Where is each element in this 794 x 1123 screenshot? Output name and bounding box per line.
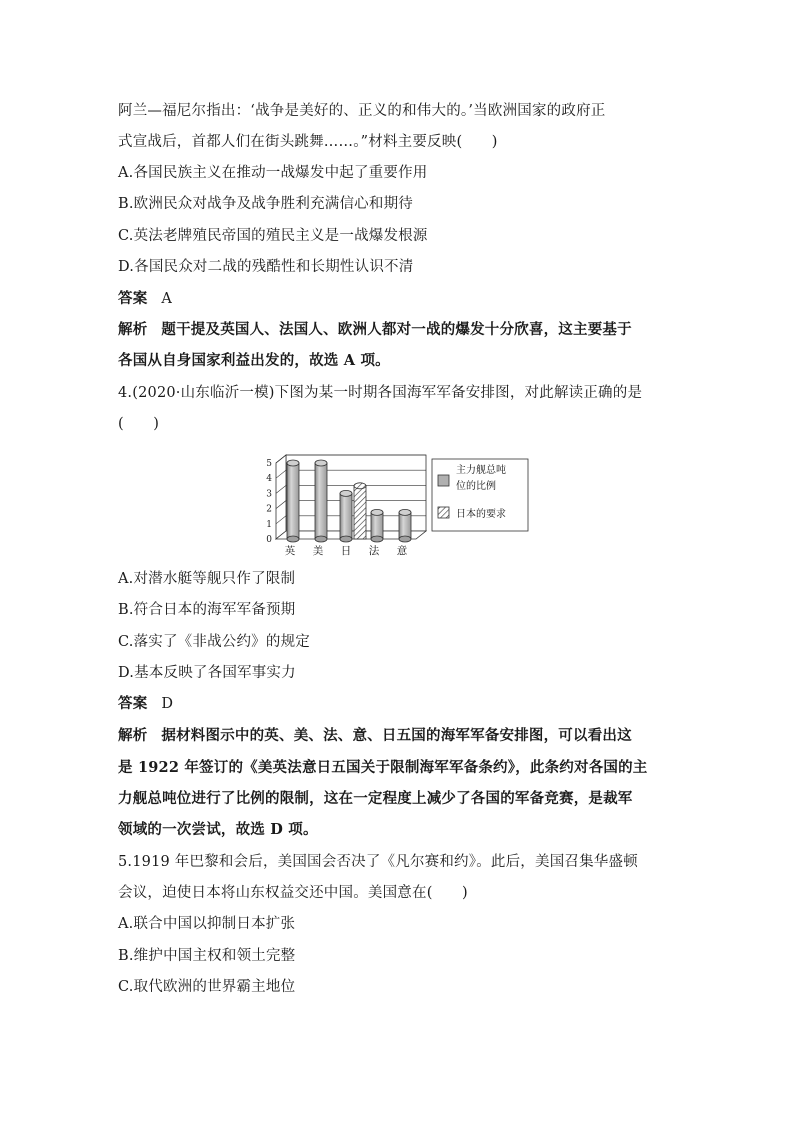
answer-value: D [161,696,174,712]
q3-stem-line-2: 式宣战后，首都人们在街头跳舞……。”材料主要反映( ) [118,134,498,150]
bar-main-top [287,460,299,466]
y-tick-label: 2 [266,504,272,515]
bar-main [371,512,383,539]
bar-main-base [287,536,299,542]
legend-label-2: 日本的要求 [456,509,506,520]
bar-main [315,463,327,539]
analysis-text: 据材料图示中的英、美、法、意、日五国的海军军备安排图，可以看出这 [161,727,632,744]
q3-option-b: B.欧洲民众对战争及战争胜利充满信心和期待 [118,196,413,212]
q5-stem-line-1: 5.1919 年巴黎和会后，美国国会否决了《凡尔赛和约》。此后，美国召集华盛顿 [118,854,638,870]
q4-stem-line-2: ( ) [118,416,160,432]
bar-main-base [315,536,327,542]
q4-answer [118,694,678,714]
legend-label-1-line-1: 主力舰总吨 [456,465,506,476]
q5-option-b: B.维护中国主权和领土完整 [118,948,296,964]
bar-main [340,493,352,539]
y-tick-label: 3 [266,489,272,500]
q3-option-a: A.各国民族主义在推动一战爆发中起了重要作用 [118,165,428,181]
legend-swatch-solid [438,475,449,486]
naval-armament-chart [262,447,532,559]
q5-option-a: A.联合中国以抑制日本扩张 [118,916,296,932]
q5-stem-line-2: 会议，迫使日本将山东权益交还中国。美国意在( ) [118,885,468,901]
legend-label-1-line-2: 位的比例 [456,481,496,492]
q4-option-c: C.落实了《非战公约》的规定 [118,634,310,650]
chart-svg [262,447,532,559]
analysis-label: 解析 [118,321,148,338]
bar-main-base [340,536,352,542]
q3-answer [118,289,678,309]
q4-analysis-line-4: 领域的一次尝试，故选 D 项。 [118,821,318,838]
analysis-text: 题干提及英国人、法国人、欧洲人都对一战的爆发十分欣喜，这主要基于 [161,321,632,338]
chart-side-wall [276,455,286,539]
legend-swatch-hatched [438,507,449,518]
answer-label: 答案 [118,290,148,307]
bar-main-top [371,509,383,515]
y-tick-label: 1 [266,519,272,530]
bar-requirement [354,486,366,539]
q4-option-b: B.符合日本的海军军备预期 [118,602,296,618]
y-tick-label: 4 [266,474,272,485]
q4-option-a: A.对潜水艇等舰只作了限制 [118,571,296,587]
q4-analysis-line-1 [118,726,678,746]
answer-label: 答案 [118,695,148,712]
x-tick-label: 英 [284,545,296,557]
y-tick-label: 5 [266,459,272,469]
q4-analysis-line-2: 是 1922 年签订的《美英法意日五国关于限制海军军备条约》，此条约对各国的主 [118,759,648,776]
q5-option-c: C.取代欧洲的世界霸主地位 [118,979,296,995]
bar-main-top [315,460,327,466]
y-tick-label: 0 [266,535,272,545]
x-tick-label: 法 [368,545,380,557]
q4-analysis-line-3: 力舰总吨位进行了比例的限制，这在一定程度上减少了各国的军备竞赛，是裁军 [118,790,633,807]
bar-main-base [371,536,383,542]
bar-requirement-top [354,483,366,489]
bar-main [399,512,411,539]
bar-main-top [340,490,352,496]
bar-main-top [399,509,411,515]
answer-value: A [161,291,173,307]
q4-stem-line-1: 4.(2020·山东临沂一模)下图为某一时期各国海军军备安排图，对此解读正确的是 [118,385,643,401]
x-tick-label: 美 [312,545,324,557]
q3-option-c: C.英法老牌殖民帝国的殖民主义是一战爆发根源 [118,228,428,244]
bar-main [287,463,299,539]
q3-analysis-line-1 [118,320,678,340]
q4-option-d: D.基本反映了各国军事实力 [118,665,296,681]
bar-main-base [399,536,411,542]
x-tick-label: 日 [340,545,352,557]
q3-analysis-line-2: 各国从自身国家利益出发的，故选 A 项。 [118,352,390,369]
q3-stem-line-1: 阿兰—福尼尔指出：‘战争是美好的、正义的和伟大的。’当欧洲国家的政府正 [118,103,606,119]
analysis-label: 解析 [118,727,148,744]
x-tick-label: 意 [396,545,408,557]
q3-option-d: D.各国民众对二战的残酷性和长期性认识不清 [118,259,414,275]
